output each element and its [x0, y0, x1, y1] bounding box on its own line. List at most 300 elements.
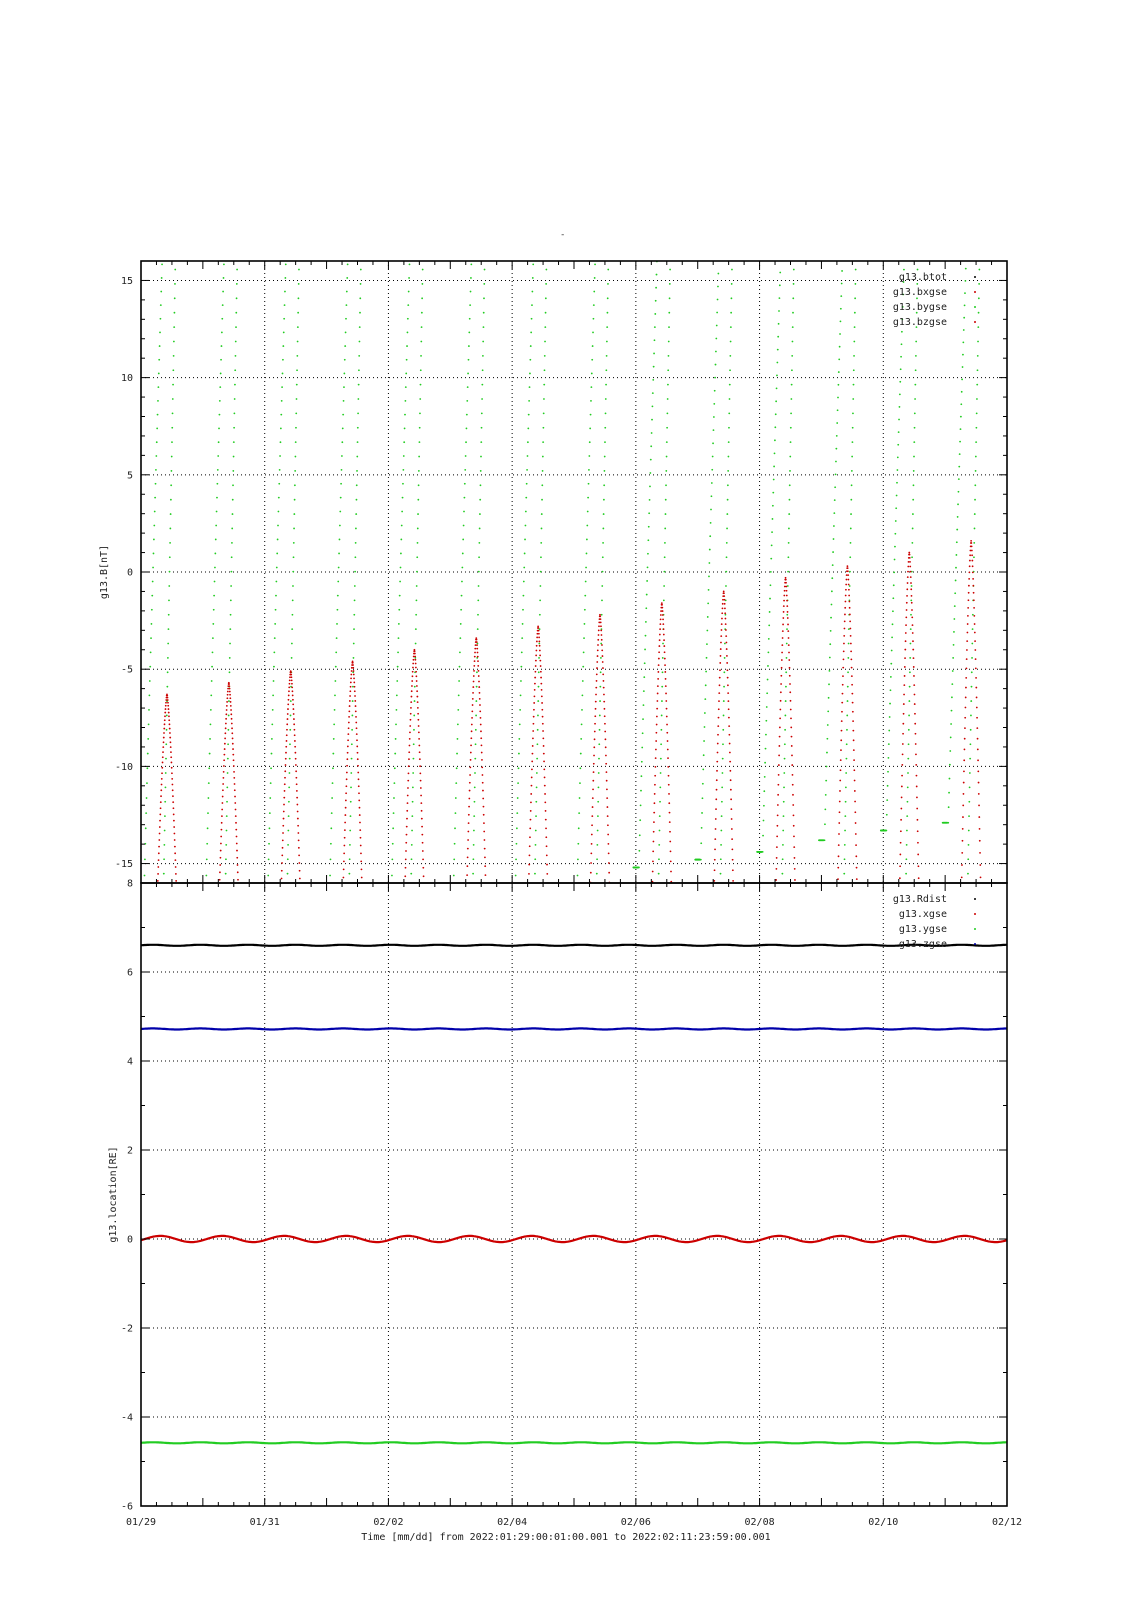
bygse-point [155, 469, 157, 471]
bygse-point [281, 400, 283, 402]
bygse-point [951, 683, 953, 685]
bygse-point [596, 873, 598, 875]
bygse-point [396, 695, 398, 697]
bzgse-point [668, 784, 670, 786]
bzgse-point [598, 634, 600, 636]
bygse-point [597, 815, 599, 817]
bygse-point [340, 483, 342, 485]
bygse-point [144, 858, 146, 860]
bygse-point [412, 772, 414, 774]
bygse-point [541, 528, 543, 530]
bygse-point [209, 753, 211, 755]
bygse-point [218, 428, 220, 430]
bzgse-point [665, 693, 667, 695]
bygse-point [949, 750, 951, 752]
bzgse-point [161, 784, 163, 786]
bzgse-point [600, 622, 602, 624]
bzgse-point [287, 718, 289, 720]
bzgse-point [668, 802, 670, 804]
bzgse-point [906, 595, 908, 597]
bygse-point [148, 709, 150, 711]
bygse-point [774, 439, 776, 441]
bzgse-point [284, 783, 286, 785]
bygse-point [286, 223, 288, 225]
bygse-point [287, 830, 289, 832]
bzgse-point [979, 852, 981, 854]
bzgse-point [282, 839, 284, 841]
bygse-point [638, 850, 640, 852]
bygse-point [416, 556, 418, 558]
bygse-point [726, 542, 728, 544]
bygse-point [962, 354, 964, 356]
bzgse-point [168, 715, 170, 717]
bygse-point [911, 556, 913, 558]
bygse-point [345, 318, 347, 320]
bygse-point [331, 812, 333, 814]
bygse-point [957, 516, 959, 518]
bygse-point [210, 709, 212, 711]
bygse-point [483, 297, 485, 299]
bzgse-point [842, 675, 844, 677]
bzgse-point [470, 752, 472, 754]
bygse-point [782, 830, 784, 832]
bygse-point [175, 254, 177, 256]
bygse-point [911, 585, 913, 587]
bzgse-point [291, 683, 293, 685]
bygse-point [484, 226, 486, 228]
bygse-point [962, 366, 964, 368]
bzgse-point [856, 867, 858, 869]
bzgse-point [474, 656, 476, 658]
bygse-point [970, 729, 972, 731]
bygse-point [579, 782, 581, 784]
bygse-point [917, 240, 919, 242]
bygse-point [282, 373, 284, 375]
bygse-point [653, 353, 655, 355]
bygse-point [480, 456, 482, 458]
bygse-point [776, 362, 778, 364]
bygse-point [346, 277, 348, 279]
bygse-point [726, 528, 728, 530]
bzgse-point [974, 649, 976, 651]
bygse-point [913, 456, 915, 458]
bygse-point [332, 767, 334, 769]
bygse-point [288, 786, 290, 788]
y-tick-label: 5 [126, 470, 133, 482]
bygse-point [291, 643, 293, 645]
bygse-point [479, 528, 481, 530]
bzgse-point [977, 759, 979, 761]
bygse-point [413, 715, 415, 717]
bygse-point [910, 599, 912, 601]
bygse-point [831, 590, 833, 592]
bzgse-point [970, 540, 972, 542]
bygse-point [229, 643, 231, 645]
bygse-point [330, 858, 332, 860]
bygse-point [543, 412, 545, 414]
bzgse-point [601, 634, 603, 636]
bzgse-point [295, 758, 297, 760]
bzgse-point [902, 733, 904, 735]
bygse-point [297, 326, 299, 328]
bygse-point [393, 812, 395, 814]
bygse-point [534, 858, 536, 860]
bzgse-point [781, 667, 783, 669]
bzgse-point [226, 697, 228, 699]
bygse-point [153, 525, 155, 527]
bzgse-point [713, 891, 715, 893]
bygse-point [353, 628, 355, 630]
bzgse-point [359, 822, 361, 824]
bzgse-point [281, 862, 283, 864]
bzgse-point [596, 680, 598, 682]
bzgse-point [719, 669, 721, 671]
bygse-point [454, 843, 456, 845]
bygse-point [643, 676, 645, 678]
bygse-point [520, 680, 522, 682]
bzgse-point [539, 645, 541, 647]
bygse-point [846, 729, 848, 731]
bygse-point [232, 484, 234, 486]
bzgse-point [967, 607, 969, 609]
y-tick-label: 6 [126, 967, 133, 979]
bzgse-point [359, 814, 361, 816]
bygse-point [288, 815, 290, 817]
bzgse-point [169, 728, 171, 730]
bygse-point [406, 359, 408, 361]
bygse-point [894, 559, 896, 561]
bzgse-point [852, 711, 854, 713]
bygse-point [830, 630, 832, 632]
bygse-point [360, 240, 362, 242]
bygse-point [536, 758, 538, 760]
bzgse-point [160, 789, 162, 791]
bygse-point [515, 858, 517, 860]
bzgse-point [912, 632, 914, 634]
bzgse-point [168, 712, 170, 714]
bygse-point [267, 892, 269, 894]
bzgse-point [791, 764, 793, 766]
bzgse-point [534, 683, 536, 685]
bzgse-point [233, 765, 235, 767]
bygse-point [545, 312, 547, 314]
bzgse-point [423, 884, 425, 886]
bygse-point [713, 416, 715, 418]
bzgse-point [844, 620, 846, 622]
bzgse-point [469, 790, 471, 792]
bygse-point [290, 700, 292, 702]
bygse-point [544, 355, 546, 357]
bygse-point [483, 283, 485, 285]
bzgse-point [545, 836, 547, 838]
bzgse-point [787, 611, 789, 613]
bygse-point [719, 902, 721, 904]
bygse-point [280, 441, 282, 443]
bygse-point [968, 815, 970, 817]
bzgse-point [726, 655, 728, 657]
bygse-point [220, 373, 222, 375]
bygse-point [964, 280, 966, 282]
bzgse-point [837, 867, 839, 869]
bygse-point [413, 729, 415, 731]
bygse-point [714, 390, 716, 392]
bzgse-point [536, 637, 538, 639]
bzgse-point [529, 836, 531, 838]
bygse-point [418, 484, 420, 486]
bzgse-point [343, 868, 345, 870]
bzgse-point [727, 684, 729, 686]
bzgse-point [653, 821, 655, 823]
bygse-point [915, 355, 917, 357]
bzgse-point [170, 756, 172, 758]
bygse-point [529, 386, 531, 388]
bygse-point [609, 197, 611, 199]
bzgse-point [282, 825, 284, 827]
bzgse-point [716, 789, 718, 791]
bygse-point [598, 758, 600, 760]
bzgse-point [905, 617, 907, 619]
bygse-point [163, 887, 165, 889]
bzgse-point [160, 795, 162, 797]
bzgse-point [903, 694, 905, 696]
bzgse-point [224, 748, 226, 750]
bzgse-point [720, 655, 722, 657]
bzgse-point [664, 658, 666, 660]
bygse-point [652, 405, 654, 407]
bygse-point [645, 635, 647, 637]
bzgse-point [844, 614, 846, 616]
bygse-point [160, 291, 162, 293]
bzgse-point [663, 634, 665, 636]
bygse-point [901, 331, 903, 333]
bygse-point [422, 283, 424, 285]
bzgse-point [597, 644, 599, 646]
bygse-point [359, 341, 361, 343]
bzgse-point [479, 710, 481, 712]
bzgse-point [533, 702, 535, 704]
bygse-point [649, 472, 651, 474]
bzgse-point [354, 690, 356, 692]
bygse-point [334, 709, 336, 711]
bygse-point [401, 511, 403, 513]
bzgse-point [544, 801, 546, 803]
bzgse-point [730, 779, 732, 781]
bzgse-point [417, 713, 419, 715]
bzgse-point [783, 611, 785, 613]
bygse-point [790, 441, 792, 443]
bygse-point [422, 269, 424, 271]
bygse-point [530, 345, 532, 347]
bzgse-point [288, 699, 290, 701]
bygse-point [769, 598, 771, 600]
bygse-point [912, 513, 914, 515]
bzgse-point [546, 854, 548, 856]
bygse-point [975, 456, 977, 458]
bygse-point [904, 232, 906, 234]
bygse-point [226, 801, 228, 803]
bygse-point [601, 599, 603, 601]
bzgse-point [916, 775, 918, 777]
bygse-point [643, 704, 645, 706]
bygse-point [469, 318, 471, 320]
bygse-point [337, 581, 339, 583]
bygse-point [475, 700, 477, 702]
bzgse-point [900, 842, 902, 844]
bzgse-point [909, 561, 911, 563]
bzgse-point [282, 832, 284, 834]
bygse-point [348, 223, 350, 225]
bzgse-point [345, 807, 347, 809]
bzgse-point [847, 567, 849, 569]
bzgse-point [591, 815, 593, 817]
bzgse-point [282, 847, 284, 849]
bygse-point [457, 738, 459, 740]
bygse-point [716, 312, 718, 314]
bygse-point [834, 499, 836, 501]
bygse-point [351, 743, 353, 745]
bygse-point [478, 585, 480, 587]
bygse-point [854, 312, 856, 314]
bzgse-point [362, 902, 364, 904]
bygse-point [347, 263, 349, 265]
bygse-point [541, 499, 543, 501]
bzgse-point [846, 579, 848, 581]
bygse-point [892, 610, 894, 612]
bzgse-point [974, 632, 976, 634]
bygse-point [170, 513, 172, 515]
bygse-point [581, 723, 583, 725]
bzgse-point [729, 761, 731, 763]
bygse-point [703, 754, 705, 756]
bzgse-point [904, 649, 906, 651]
bzgse-point [220, 843, 222, 845]
bygse-point [907, 758, 909, 760]
bzgse-point [162, 751, 164, 753]
bygse-point [534, 887, 536, 889]
bzgse-point [483, 831, 485, 833]
bygse-point [721, 786, 723, 788]
bzgse-point [418, 731, 420, 733]
bzgse-point [850, 643, 852, 645]
bygse-point [595, 223, 597, 225]
y-tick-label: 2 [126, 1145, 133, 1157]
bygse-point [971, 671, 973, 673]
bygse-point [913, 484, 915, 486]
bygse-point [173, 326, 175, 328]
bygse-point [788, 528, 790, 530]
bzgse-point [905, 632, 907, 634]
bzgse-point [776, 846, 778, 848]
bzgse-point [174, 846, 176, 848]
bygse-point [167, 671, 169, 673]
bygse-point [482, 369, 484, 371]
legend-label: g13.btot [898, 272, 947, 283]
bygse-point [967, 902, 969, 904]
bzgse-point [544, 785, 546, 787]
bygse-point [286, 887, 288, 889]
bygse-point [843, 887, 845, 889]
bygse-point [533, 236, 535, 238]
bygse-point [665, 470, 667, 472]
bzgse-point [852, 720, 854, 722]
bzgse-point [296, 783, 298, 785]
bygse-point [971, 643, 973, 645]
bzgse-point [910, 571, 912, 573]
bygse-point [397, 666, 399, 668]
bygse-point [586, 553, 588, 555]
bygse-point [645, 621, 647, 623]
bzgse-point [537, 627, 539, 629]
bzgse-point [408, 765, 410, 767]
bzgse-point [715, 818, 717, 820]
bygse-point [973, 542, 975, 544]
bygse-point [914, 427, 916, 429]
bygse-point [357, 441, 359, 443]
bzgse-point [918, 889, 920, 891]
bygse-point [899, 406, 901, 408]
bygse-point [651, 432, 653, 434]
bygse-point [207, 812, 209, 814]
bygse-point [888, 730, 890, 732]
bygse-point [232, 470, 234, 472]
bygse-point [171, 427, 173, 429]
bygse-point [292, 585, 294, 587]
bygse-point [707, 602, 709, 604]
bzgse-point [724, 603, 726, 605]
bygse-point [589, 428, 591, 430]
bzgse-point [790, 709, 792, 711]
bygse-point [148, 723, 150, 725]
bzgse-point [287, 713, 289, 715]
bzgse-point [238, 894, 240, 896]
bzgse-point [904, 675, 906, 677]
bygse-point [853, 355, 855, 357]
bygse-point [654, 339, 656, 341]
bygse-point [950, 737, 952, 739]
bygse-point [604, 456, 606, 458]
bzgse-point [725, 623, 727, 625]
bygse-point [153, 553, 155, 555]
bzgse-point [969, 565, 971, 567]
bzgse-point [605, 746, 607, 748]
bygse-point [580, 738, 582, 740]
bygse-point [225, 858, 227, 860]
bzgse-point [780, 683, 782, 685]
bzgse-point [225, 713, 227, 715]
bygse-point [603, 513, 605, 515]
bygse-point [410, 223, 412, 225]
bzgse-point [907, 566, 909, 568]
bygse-point [534, 223, 536, 225]
bygse-point [1004, 892, 1006, 894]
bygse-point [731, 297, 733, 299]
bygse-point [963, 329, 965, 331]
bzgse-point [294, 752, 296, 754]
bygse-point [163, 209, 165, 211]
bygse-point [329, 875, 331, 877]
bygse-point [652, 379, 654, 381]
bygse-point [767, 679, 769, 681]
bygse-point [293, 542, 295, 544]
bygse-point [219, 386, 221, 388]
bzgse-point [661, 602, 663, 604]
bygse-point [713, 403, 715, 405]
bygse-point [147, 738, 149, 740]
bygse-point [411, 196, 413, 198]
bygse-point [166, 729, 168, 731]
bygse-point [832, 564, 834, 566]
bygse-point [420, 384, 422, 386]
